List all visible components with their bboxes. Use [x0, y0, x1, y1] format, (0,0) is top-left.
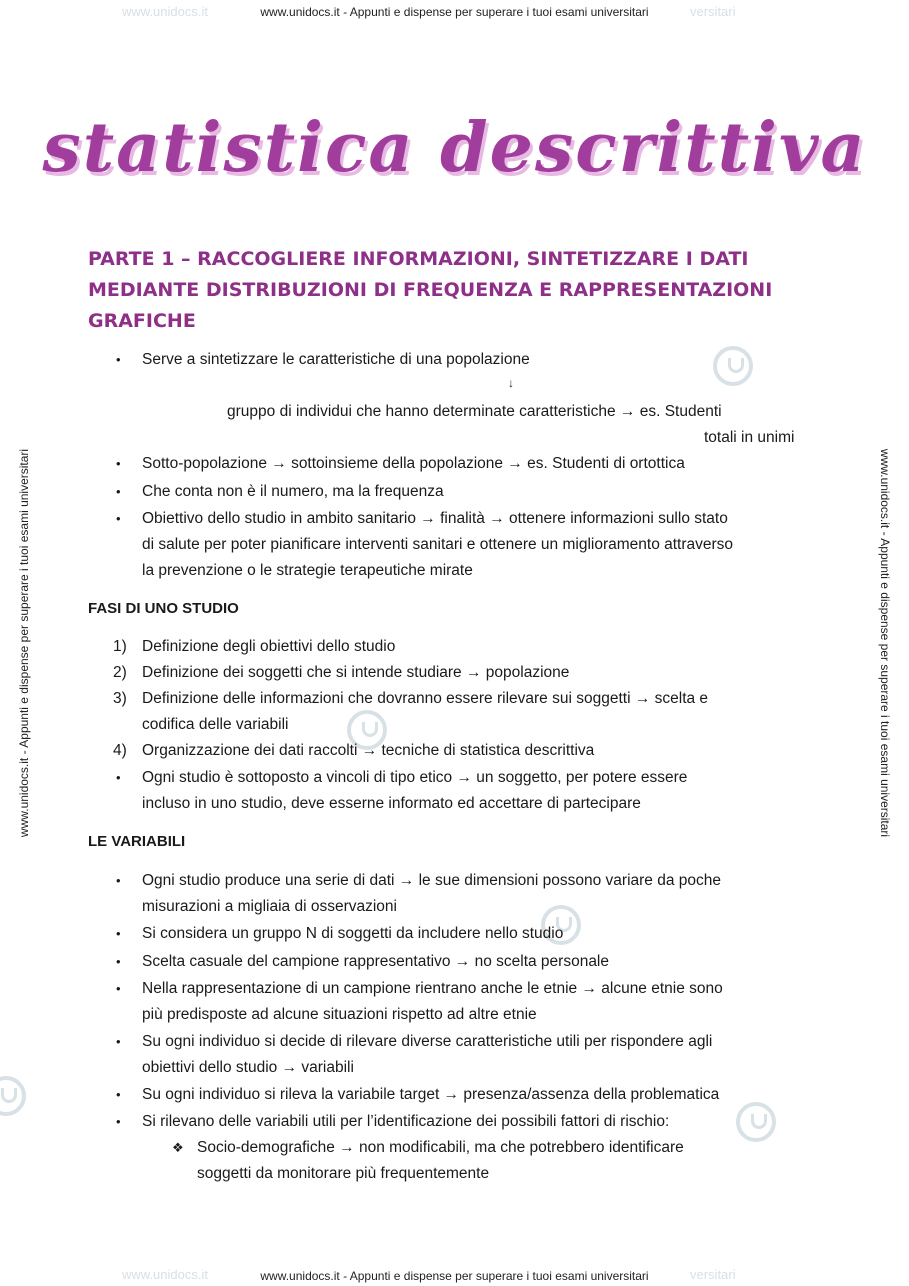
watermark-bottom: www.unidocs.it - Appunti e dispense per superare i tuoi esami universitari	[260, 1269, 649, 1283]
heading-line: GRAFICHE	[88, 310, 196, 332]
list-item: Ogni studio è sottoposto a vincoli di tipo etico → un soggetto, per potere essere	[142, 769, 688, 786]
list-number: 4)	[113, 742, 127, 759]
ghost-watermark-top-left: www.unidocs.it	[122, 4, 208, 19]
bullet-icon: •	[116, 352, 121, 367]
watermark-top: www.unidocs.it - Appunti e dispense per superare i tuoi esami universitari	[260, 5, 649, 19]
unidocs-logo-icon	[736, 1102, 776, 1142]
bullet-icon: •	[116, 770, 121, 785]
list-item-continuation: totali in unimi	[704, 429, 795, 446]
list-item: Scelta casuale del campione rappresentativo → no scelta personale	[142, 953, 609, 970]
list-item: Definizione degli obiettivi dello studio	[142, 638, 396, 655]
bullet-icon: •	[116, 954, 121, 969]
list-number: 1)	[113, 638, 127, 655]
diamond-bullet-icon: ❖	[172, 1140, 184, 1155]
ghost-watermark-top-right: versitari	[690, 4, 736, 19]
list-item: Organizzazione dei dati raccolti → tecniche di statistica descrittiva	[142, 742, 595, 759]
list-item: Si rilevano delle variabili utili per l’identificazione dei possibili fattori di rischio:	[142, 1113, 670, 1130]
list-item: Su ogni individuo si rileva la variabile target → presenza/assenza della problematica	[142, 1086, 720, 1103]
list-item: Sotto-popolazione → sottoinsieme della popolazione → es. Studenti di ortottica	[142, 455, 685, 472]
list-item: Obiettivo dello studio in ambito sanitario → finalità → ottenere informazioni sullo stato	[142, 510, 728, 527]
bullet-icon: •	[116, 484, 121, 499]
list-item-continuation: misurazioni a migliaia di osservazioni	[142, 898, 397, 915]
unidocs-logo-icon	[0, 1076, 26, 1116]
bullet-icon: •	[116, 456, 121, 471]
list-item-continuation: gruppo di individui che hanno determinate caratteristiche → es. Studenti	[227, 403, 722, 420]
list-number: 2)	[113, 664, 127, 681]
list-item: Che conta non è il numero, ma la frequenza	[142, 483, 444, 500]
sub-list-item-continuation: soggetti da monitorare più frequentemente	[197, 1165, 490, 1182]
list-item-continuation: incluso in uno studio, deve esserne informato ed accettare di partecipare	[142, 795, 641, 812]
bullet-icon: •	[116, 981, 121, 996]
heading-line: MEDIANTE DISTRIBUZIONI DI FREQUENZA E RAPPRESENTAZIONI	[88, 279, 773, 301]
list-item: Definizione dei soggetti che si intende studiare → popolazione	[142, 664, 570, 681]
watermark-right: www.unidocs.it - Appunti e dispense per superare i tuoi esami universitari	[878, 448, 892, 838]
bullet-icon: •	[116, 926, 121, 941]
list-item: Ogni studio produce una serie di dati → le sue dimensioni possono variare da poche	[142, 872, 722, 889]
list-item-continuation: codifica delle variabili	[142, 716, 289, 733]
bullet-icon: •	[116, 873, 121, 888]
list-number: 3)	[113, 690, 127, 707]
unidocs-logo-icon	[713, 346, 753, 386]
section-heading	[88, 244, 838, 337]
list-item: Si considera un gruppo N di soggetti da includere nello studio	[142, 925, 564, 942]
down-arrow-icon: ↓	[508, 376, 514, 390]
page-title: statistica descrittiva	[42, 108, 867, 188]
bullet-icon: •	[116, 511, 121, 526]
bullet-icon: •	[116, 1114, 121, 1129]
list-item-continuation: obiettivi dello studio → variabili	[142, 1059, 354, 1076]
list-item-continuation: la prevenzione o le strategie terapeutiche mirate	[142, 562, 473, 579]
ghost-watermark-bottom-right: versitari	[690, 1267, 736, 1282]
ghost-watermark-bottom-left: www.unidocs.it	[122, 1267, 208, 1282]
bullet-icon: •	[116, 1087, 121, 1102]
bullet-icon: •	[116, 1034, 121, 1049]
list-item-continuation: più predisposte ad alcune situazioni rispetto ad altre etnie	[142, 1006, 537, 1023]
sub-list-item: Socio-demografiche → non modificabili, ma che potrebbero identificare	[197, 1139, 684, 1156]
list-item: Su ogni individuo si decide di rilevare diverse caratteristiche utili per rispondere agli	[142, 1033, 713, 1050]
list-item-continuation: di salute per poter pianificare interventi sanitari e ottenere un miglioramento attraverso	[142, 536, 734, 553]
list-item: Nella rappresentazione di un campione rientrano anche le etnie → alcune etnie sono	[142, 980, 723, 997]
watermark-left: www.unidocs.it - Appunti e dispense per superare i tuoi esami universitari	[17, 448, 31, 838]
heading-line: PARTE 1 – RACCOGLIERE INFORMAZIONI, SINTETIZZARE I DATI	[88, 248, 749, 270]
section-title-fasi: FASI DI UNO STUDIO	[88, 600, 239, 617]
list-item: Serve a sintetizzare le caratteristiche di una popolazione	[142, 351, 530, 368]
section-title-variabili: LE VARIABILI	[88, 833, 186, 850]
list-item: Definizione delle informazioni che dovranno essere rilevare sui soggetti → scelta e	[142, 690, 709, 707]
